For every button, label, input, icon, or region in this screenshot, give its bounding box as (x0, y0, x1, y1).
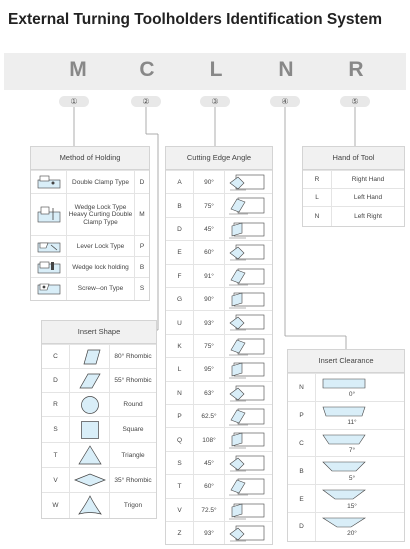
square-icon (80, 420, 100, 440)
cutting-edge-angle-title: Cutting Edge Angle (166, 147, 272, 170)
cutting-edge-angle-row: T 60° (166, 474, 272, 498)
insert-clearance-row: C 7° (288, 429, 404, 458)
wedge-lock-holding-icon (37, 260, 61, 275)
wedge-lock-icon (37, 206, 61, 224)
cutting-edge-toolholder-icon (228, 407, 266, 426)
position-number-3: ③ (200, 96, 230, 107)
insert-shape-row: R Round (42, 392, 156, 417)
cutting-edge-toolholder-icon (228, 524, 266, 543)
cutting-edge-toolholder-icon (228, 454, 266, 473)
clearance-angle-label: 0° (348, 391, 356, 399)
insert-clearance-row: N 0° (288, 373, 404, 402)
hand-of-tool-panel (302, 146, 405, 227)
cutting-edge-toolholder-icon (228, 501, 266, 520)
cutting-edge-angle-row: S 45° (166, 451, 272, 475)
code-letter-m: M (69, 58, 87, 81)
insert-shape-title: Insert Shape (42, 321, 156, 344)
insert-shape-row: C 80° Rhombic (42, 344, 156, 369)
cutting-edge-angle-row: V 72.5° (166, 498, 272, 522)
rhombus-55-icon (78, 372, 102, 390)
double-clamp-icon (37, 175, 61, 190)
code-letter-n: N (278, 58, 294, 81)
cutting-edge-toolholder-icon (228, 267, 266, 286)
hand-of-tool-row: L Left Hand (303, 188, 404, 207)
cutting-edge-angle-row: B 75° (166, 193, 272, 217)
position-number-1: ① (59, 96, 89, 107)
cutting-edge-toolholder-icon (228, 360, 266, 379)
hand-of-tool-title: Hand of Tool (303, 147, 404, 170)
cutting-edge-angle-row: U 93° (166, 310, 272, 334)
cutting-edge-angle-row: N 63° (166, 381, 272, 405)
rhombus-35-icon (74, 473, 106, 487)
cutting-edge-toolholder-icon (228, 196, 266, 215)
cutting-edge-toolholder-icon (228, 220, 266, 239)
cutting-edge-angle-row: Q 108° (166, 427, 272, 451)
method-of-holding-title: Method of Holding (31, 147, 149, 170)
code-letter-c: C (139, 58, 155, 81)
page-title: External Turning Toolholders Identification System (8, 11, 383, 28)
circle-icon (80, 395, 100, 415)
clearance-angle-label: 5° (348, 474, 356, 482)
insert-clearance-row: B 5° (288, 456, 404, 485)
cutting-edge-toolholder-icon (228, 290, 266, 309)
holding-row: Screw--on Type S (31, 277, 149, 300)
clearance-angle-label: 15° (347, 502, 357, 510)
insert-shape-row: D 55° Rhombic (42, 368, 156, 393)
insert-clearance-title: Insert Clearance (288, 350, 404, 373)
insert-clearance-row: D 20° (288, 512, 404, 541)
cutting-edge-toolholder-icon (228, 313, 266, 332)
cutting-edge-toolholder-icon (228, 173, 266, 192)
cutting-edge-angle-row: P 62.5° (166, 404, 272, 428)
cutting-edge-toolholder-icon (228, 384, 266, 403)
cutting-edge-angle-row: L 95° (166, 357, 272, 381)
insert-clearance-panel (287, 349, 405, 542)
cutting-edge-angle-row: A 90° (166, 170, 272, 194)
clearance-angle-label: 11° (347, 419, 357, 427)
cutting-edge-angle-row: F 91° (166, 264, 272, 288)
cutting-edge-angle-row: G 90° (166, 287, 272, 311)
position-number-4: ④ (270, 96, 300, 107)
insert-clearance-row: P 11° (288, 401, 404, 430)
rhombus-80-icon (78, 348, 102, 366)
insert-shape-row: T Triangle (42, 442, 156, 468)
insert-shape-panel (41, 320, 157, 519)
insert-clearance-row: E 15° (288, 484, 404, 513)
hand-of-tool-row: N Left Right (303, 206, 404, 226)
insert-shape-row: V 35° Rhombic (42, 467, 156, 493)
cutting-edge-toolholder-icon (228, 243, 266, 262)
holding-row: Wedge lock holding B (31, 256, 149, 278)
position-number-5: ⑤ (340, 96, 370, 107)
method-of-holding-panel (30, 146, 150, 301)
triangle-icon (78, 445, 102, 465)
cutting-edge-angle-panel (165, 146, 273, 545)
clearance-angle-label: 20° (347, 530, 357, 538)
cutting-edge-angle-row: Z 93° (166, 521, 272, 545)
insert-shape-row: S Square (42, 416, 156, 443)
cutting-edge-toolholder-icon (228, 477, 266, 496)
clearance-angle-label: 7° (348, 446, 356, 454)
hand-of-tool-row: R Right Hand (303, 170, 404, 189)
trigon-icon (78, 495, 102, 516)
insert-shape-row: W Trigon (42, 492, 156, 519)
code-letter-l: L (209, 58, 223, 81)
holding-row: Double Clamp Type D (31, 170, 149, 194)
cutting-edge-toolholder-icon (228, 337, 266, 356)
position-number-2: ② (131, 96, 161, 107)
cutting-edge-angle-row: D 45° (166, 217, 272, 241)
cutting-edge-angle-row: E 60° (166, 240, 272, 264)
screw-on-icon (37, 281, 61, 296)
code-letter-bar (4, 53, 406, 90)
holding-row: Lever Lock Type P (31, 235, 149, 257)
code-letter-r: R (348, 58, 364, 81)
cutting-edge-toolholder-icon (228, 430, 266, 449)
cutting-edge-angle-row: K 75° (166, 334, 272, 358)
holding-row: Wedge Lock Type Heavy Curting Double Clamp Type M (31, 193, 149, 236)
lever-lock-icon (37, 239, 61, 254)
